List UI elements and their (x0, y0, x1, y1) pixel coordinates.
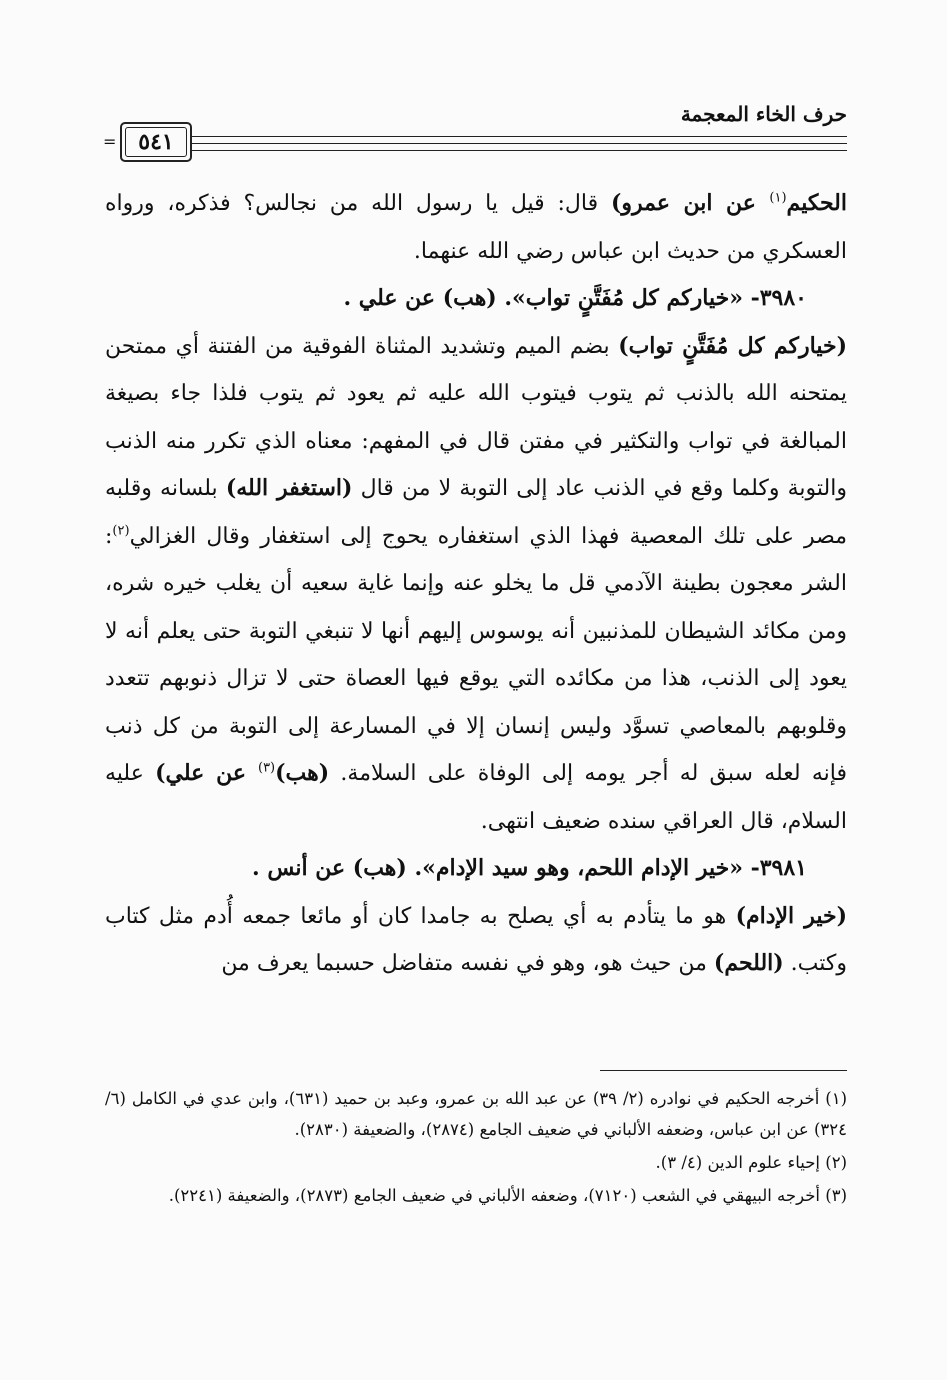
chapter-title: حرف الخاء المعجمة (680, 102, 847, 126)
paragraph-3 (105, 893, 847, 988)
hadith-text: ٣٩٨٠- «خياركم كل مُفَتَّنٍ تواب». (هب) عن علي . (343, 285, 807, 311)
text-run: هو ما يتأدم به أي يصلح به جامدا كان أو مائعا جمعه أُدم مثل كتاب وكتب. (105, 903, 847, 976)
header-rule-bottom (190, 150, 847, 151)
footnote-separator (600, 1070, 847, 1071)
text-run: قال: قيل يا رسول الله من نجالس؟ فذكره، ورواه العسكري من حديث ابن عباس رضي الله عنهما. (105, 191, 847, 264)
page-number-inner-frame (125, 127, 187, 157)
text-run: بضم الميم وتشديد المثناة الفوقية من الفتنة أي ممتحن يمتحنه الله بالذنب ثم يتوب فيتوب الله عليه ثم يعود ثم يتوب فلذا جاء بصيغة المبالغة في تواب والتكثير في مفتن قال في المفهم: معناه الذي تكرر منه الذنب والتوبة وكلما وقع في الذنب عاد إلى التوبة لا من قال (105, 333, 848, 501)
footnote-2: (٢) إحياء علوم الدين (٤/ ٣). (655, 1153, 847, 1172)
text-run: من حيث هو، وهو في نفسه متفاضل حسبما يعرف من (221, 951, 714, 976)
hadith-text: ٣٩٨١- «خير الإدام اللحم، وهو سيد الإدام». (هب) عن أنس . (252, 855, 807, 881)
hadith-3980 (105, 275, 847, 323)
footnote-3: (٣) أخرجه البيهقي في الشعب (٧١٢٠)، وضعفه الألباني في ضعيف الجامع (٢٨٧٣)، والضعيفة (٢٢٤١). (168, 1186, 847, 1205)
paragraph-2 (105, 323, 847, 846)
page-number: ٥٤١ (138, 129, 174, 155)
bold-phrase: (خير الإدام) (735, 902, 847, 929)
bold-phrase: (هب) (275, 760, 330, 786)
footnote-ref-2: (٢) (112, 523, 130, 539)
header-rule-top (190, 136, 847, 137)
text-run: بلسانه وقلبه مصر على تلك المعصية فهذا الذي استغفاره يحوج إلى استغفار وقال الغزالي (105, 476, 847, 549)
footnote-1: (١) أخرجه الحكيم في نوادره (٢/ ٣٩) عن عبد الله بن عمرو، وعبد بن حميد (٦٣١)، وابن عدي في الكامل (٦/ ٣٢٤) عن ابن عباس، وضعفه الألباني في ضعيف الجامع (٢٨٧٤)، والضعيفة (٢٨٣٠). (105, 1089, 848, 1139)
footnotes (105, 1083, 847, 1213)
header-rule-middle (190, 143, 847, 144)
hadith-3981 (105, 845, 847, 893)
footnote-ref-1: (١) (769, 190, 787, 206)
bold-phrase: (استغفر الله) (225, 475, 353, 501)
bold-phrase: عن علي) (155, 760, 258, 786)
bold-phrase: (خياركم كل مُفَتَّنٍ تواب) (618, 332, 847, 359)
text-run: عليه السلام، قال العراقي سنده ضعيف انتهى. (105, 761, 847, 834)
bold-phrase: الحكيم (786, 190, 847, 216)
bold-phrase: عن ابن عمرو) (610, 190, 770, 216)
main-text (105, 180, 847, 988)
paragraph-1 (105, 180, 847, 275)
bold-phrase: (اللحم) (713, 950, 784, 976)
footnote-ref-3: (٣) (257, 760, 276, 776)
header-dash: = (103, 132, 117, 151)
text-run: : الشر معجون بطينة الآدمي قل ما يخلو عنه وإنما غاية سعيه أن يغلب خيره شره، ومن مكائد الشيطان للمذنبين أنه يوسوس إليهم أنها لا تنبغي التوبة حتى يعلم أنه لا يعود إلى الذنب، هذا من مكائده التي يوقع فيها العصاة حتى لا تزال ذنوبهم تتعدد وقلوبهم بالمعاصي تسوَّد وليس إنسان إلا في المسارعة إلى التوبة من كل ذنب فإنه لعله سبق له أجر يومه إلى الوفاة على السلامة. (105, 523, 847, 786)
